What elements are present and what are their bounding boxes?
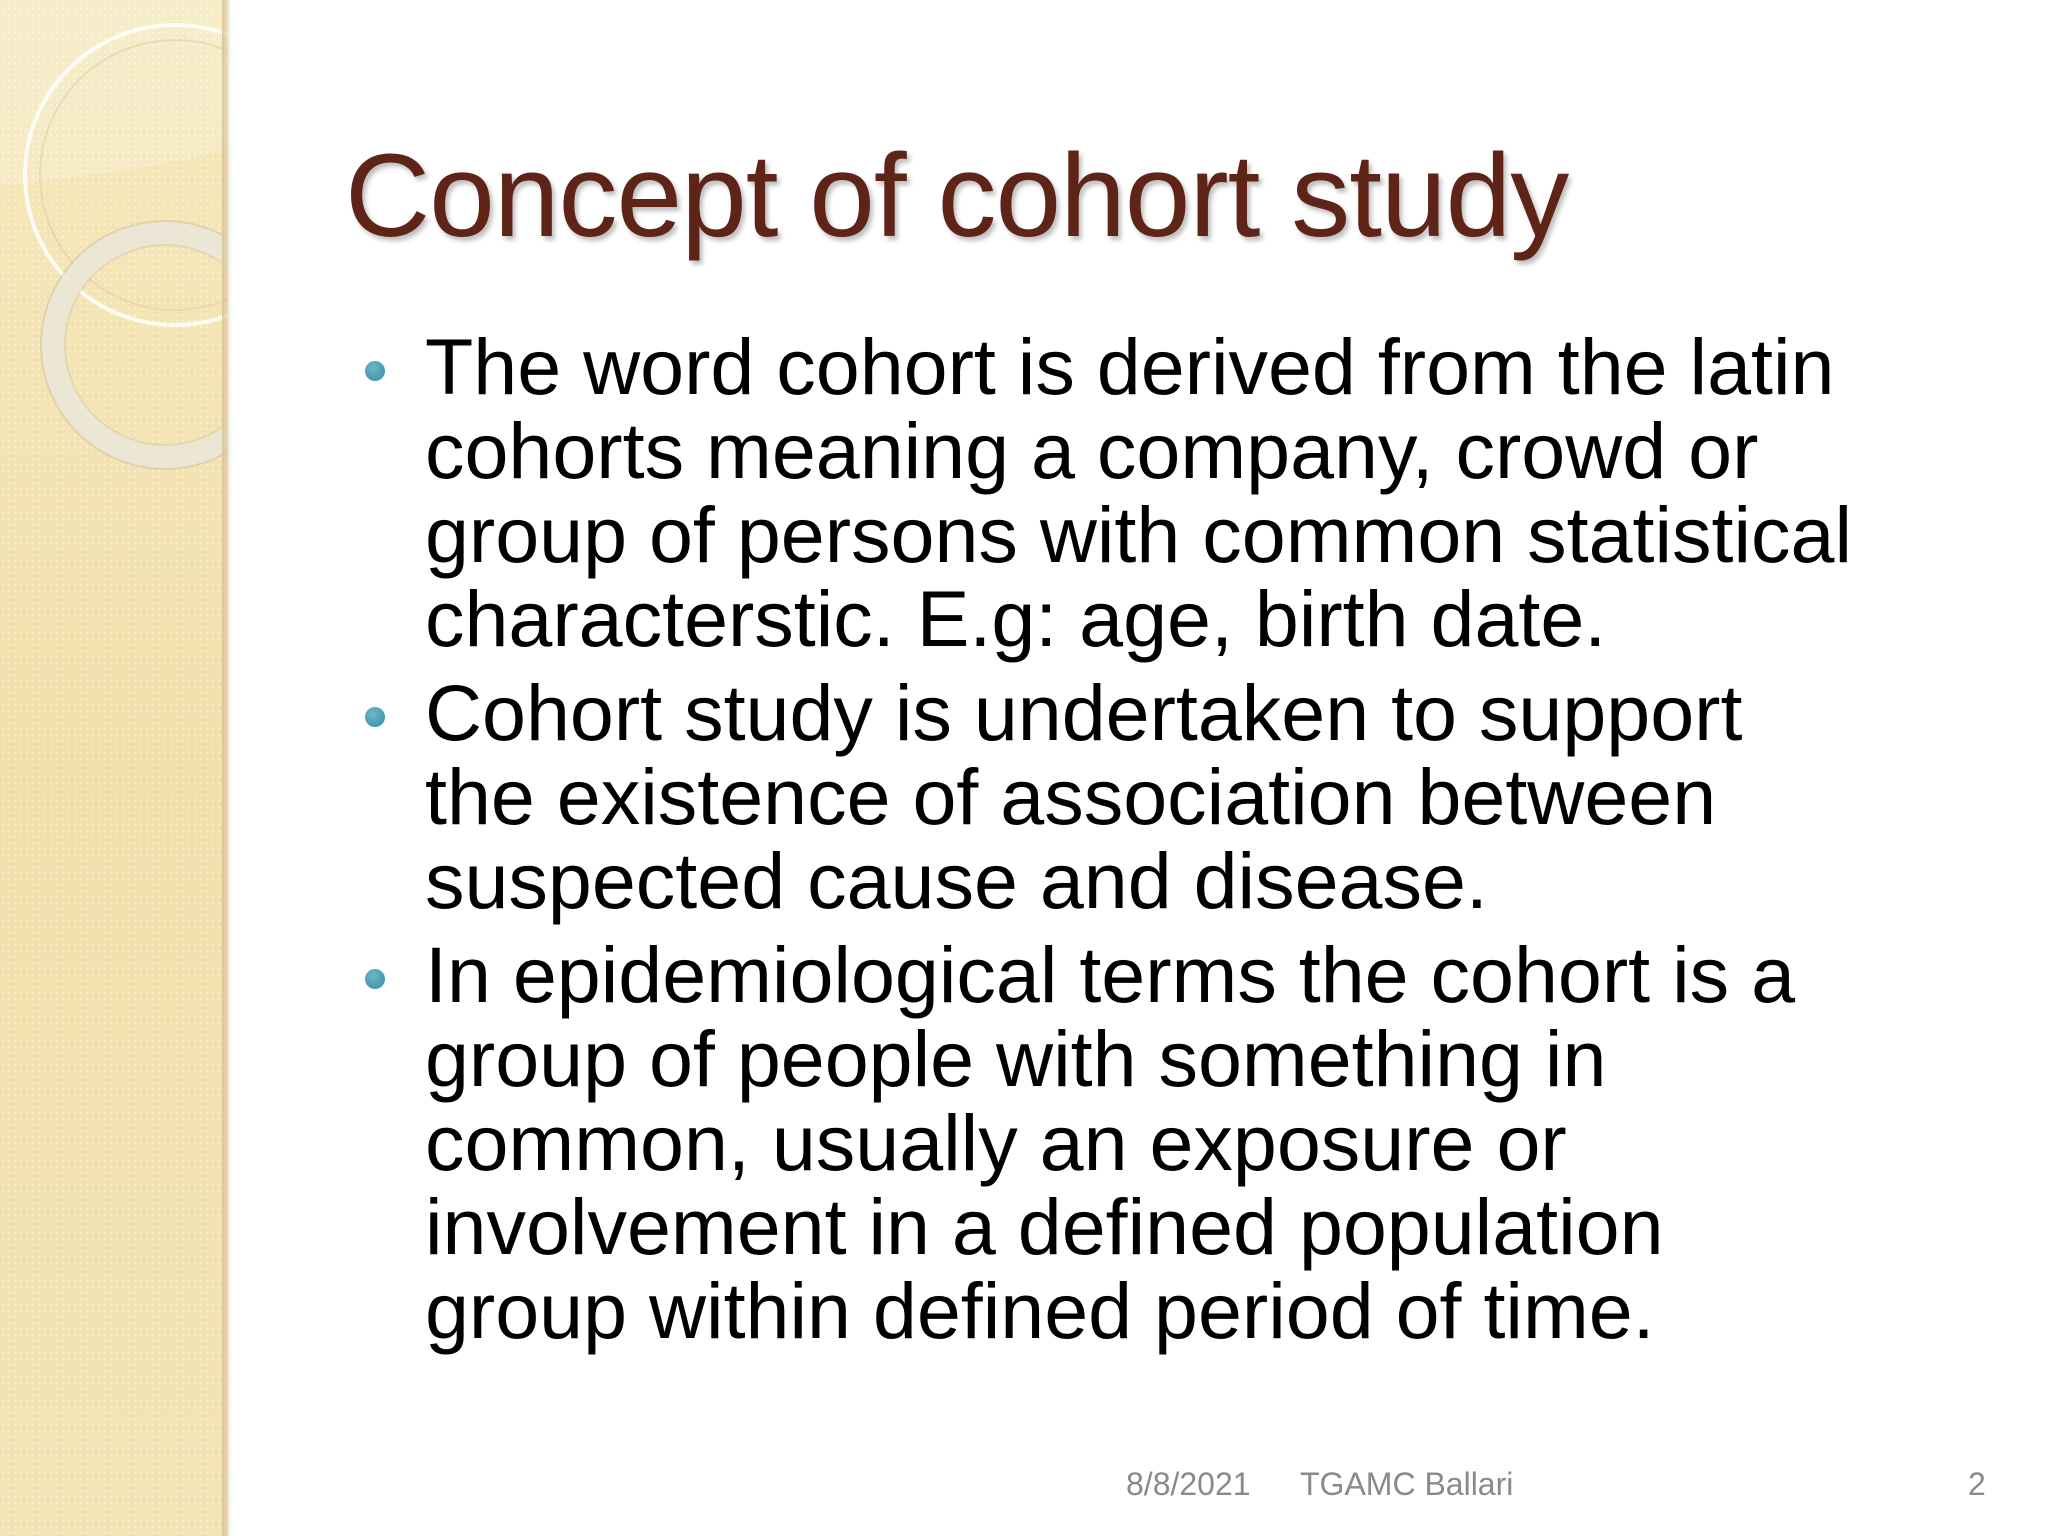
page-number: 2 xyxy=(1968,1466,1986,1502)
side-panel-edge xyxy=(222,0,232,1536)
bullet-text: The word cohort is derived from the latin cohorts meaning a company, crowd or group of persons with common statistical characterstic. E.g: age, birth date. xyxy=(425,322,1853,663)
slide-title: Concept of cohort study xyxy=(345,130,1569,262)
bullet-item xyxy=(345,668,2005,925)
bullet-text: Cohort study is undertaken to support the existence of association between suspected cause and disease. xyxy=(425,668,1743,925)
bullet-circle-icon xyxy=(365,969,385,989)
decorative-side-panel xyxy=(0,0,228,1536)
bullet-item xyxy=(345,930,2005,1355)
bullet-item xyxy=(345,322,2005,663)
footer-organization: TGAMC Ballari xyxy=(1300,1466,1514,1502)
bullet-circle-icon xyxy=(365,707,385,727)
footer-date: 8/8/2021 xyxy=(1126,1466,1251,1502)
bullet-text: In epidemiological terms the cohort is a group of people with something in common, usually an exposure or involvement in a defined population group within defined period of time. xyxy=(425,930,1796,1355)
ring-decoration-icon xyxy=(0,0,228,1536)
bullet-list xyxy=(345,322,2005,1363)
bullet-circle-icon xyxy=(365,361,385,381)
